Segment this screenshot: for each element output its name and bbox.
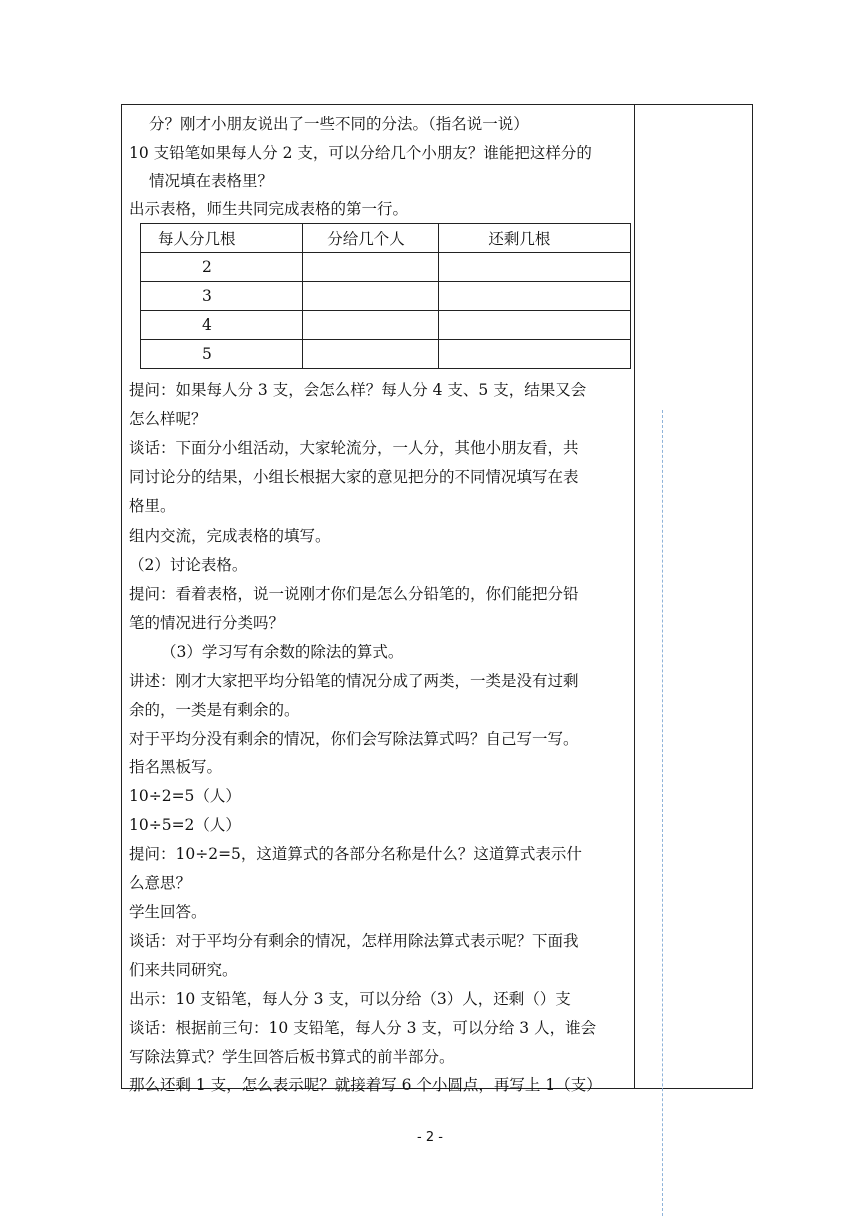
- column-divider: [634, 105, 635, 1088]
- text-line: 笔的情况进行分类吗？: [129, 614, 285, 632]
- table-cell-empty: [439, 253, 631, 282]
- text-line: 谈话：对于平均分有剩余的情况，怎样用除法算式表示呢？下面我: [129, 932, 579, 950]
- table-row: [141, 311, 631, 340]
- distribution-table: [140, 223, 631, 369]
- table-row: [141, 253, 631, 282]
- text-line: 出示：10 支铅笔，每人分 3 支，可以分给（3）人，还剩（）支: [129, 990, 571, 1008]
- text-line: （3）学习写有余数的除法的算式。: [161, 643, 404, 661]
- table-cell: 3: [141, 282, 303, 311]
- text-line: 们来共同研究。: [129, 961, 238, 979]
- table-cell-empty: [303, 340, 439, 369]
- table-cell-empty: [303, 311, 439, 340]
- table-cell-empty: [439, 340, 631, 369]
- table-row: [141, 340, 631, 369]
- text-line: 谈话：下面分小组活动，大家轮流分，一人分，其他小朋友看，共: [129, 439, 579, 457]
- text-line: 指名黑板写。: [129, 758, 223, 776]
- text-line: 余的，一类是有剩余的。: [129, 701, 300, 719]
- text-line: 组内交流，完成表格的填写。: [129, 527, 331, 545]
- text-line: （2）讨论表格。: [129, 556, 248, 574]
- table-header-cell: 分给几个人: [303, 224, 439, 253]
- text-line: 讲述：刚才大家把平均分铅笔的情况分成了两类，一类是没有过剩: [129, 672, 579, 690]
- table-row: [141, 282, 631, 311]
- text-line: 么意思？: [129, 874, 192, 892]
- text-line: 10÷2=5（人）: [129, 787, 241, 805]
- table-cell: 2: [141, 253, 303, 282]
- text-line: 分？刚才小朋友说出了一些不同的分法。（指名说一说）: [149, 115, 529, 133]
- text-line: 格里。: [129, 497, 176, 515]
- table-cell-empty: [303, 253, 439, 282]
- text-line: 那么还剩 1 支，怎么表示呢？就接着写 6 个小圆点，再写上 1（支）: [129, 1076, 602, 1094]
- table-header-cell: 每人分几根: [141, 224, 303, 253]
- table-cell-empty: [439, 311, 631, 340]
- text-line: 同讨论分的结果，小组长根据大家的意见把分的不同情况填写在表: [129, 468, 579, 486]
- text-line: 出示表格，师生共同完成表格的第一行。: [129, 200, 409, 218]
- table-header-row: [141, 224, 631, 253]
- text-line: 10 支铅笔如果每人分 2 支，可以分给几个小朋友？谁能把这样分的: [129, 144, 592, 162]
- text-line: 情况填在表格里？: [149, 172, 274, 190]
- text-line: 10÷5=2（人）: [129, 816, 241, 834]
- text-line: 写除法算式？学生回答后板书算式的前半部分。: [129, 1048, 455, 1066]
- table-cell: 4: [141, 311, 303, 340]
- text-line: 怎么样呢？: [129, 410, 207, 428]
- text-line: 学生回答。: [129, 903, 207, 921]
- text-line: 提问：看着表格，说一说刚才你们是怎么分铅笔的，你们能把分铅: [129, 585, 579, 603]
- table-cell-empty: [303, 282, 439, 311]
- text-line: 提问：10÷2=5，这道算式的各部分名称是什么？这道算式表示什: [129, 845, 582, 863]
- text-line: 谈话：根据前三句：10 支铅笔，每人分 3 支，可以分给 3 人，谁会: [129, 1019, 597, 1037]
- lesson-plan-frame: [121, 104, 753, 1094]
- dashed-guide-line: [662, 410, 663, 1216]
- text-line: 提问：如果每人分 3 支，会怎么样？每人分 4 支、5 支，结果又会: [129, 381, 587, 399]
- text-line: 对于平均分没有剩余的情况，你们会写除法算式吗？自己写一写。: [129, 730, 579, 748]
- table-cell: 5: [141, 340, 303, 369]
- page-number: - 2 -: [417, 1130, 443, 1145]
- table-cell-empty: [439, 282, 631, 311]
- table-header-cell: 还剩几根: [439, 224, 631, 253]
